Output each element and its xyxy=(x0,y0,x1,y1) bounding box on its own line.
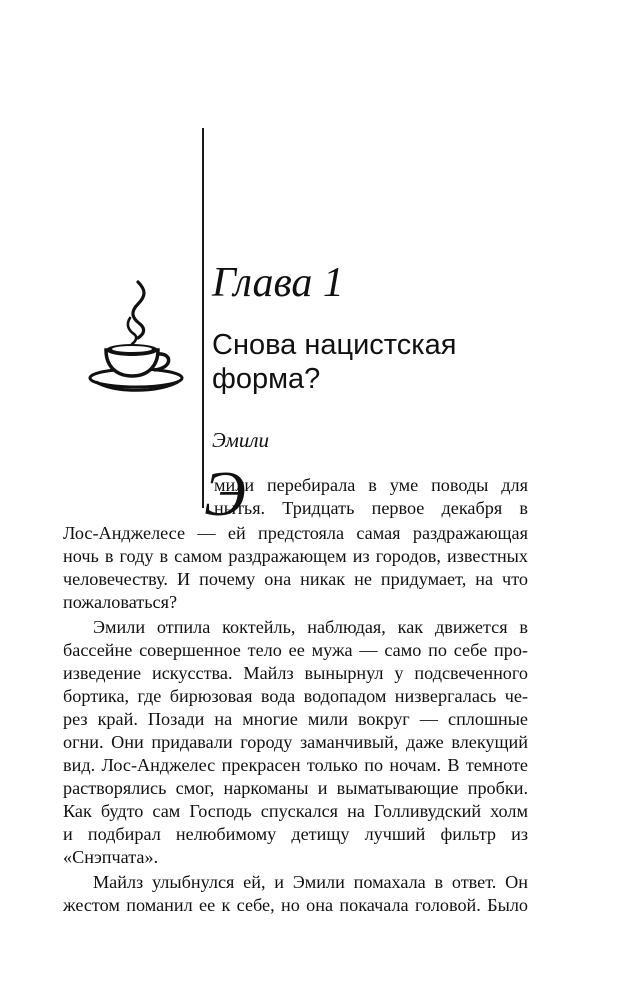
body-line: бортика, где бирюзовая вода водопадом низвергалась че- xyxy=(63,686,528,706)
body-line: вид. Лос-Анджелес прекрасен только по ночам. В темноте xyxy=(63,755,528,775)
body-line: Как будто сам Господь спускался на Голливудский холм xyxy=(63,801,528,821)
body-line: ночь в году в самом раздражающем из городов, известных xyxy=(63,546,528,566)
body-line: огни. Они придавали городу заманчивый, даже влекущий xyxy=(63,732,528,752)
body-line: «Снэпчата». xyxy=(63,847,159,867)
body-line: пожаловаться? xyxy=(63,592,178,612)
body-line: нытья. Тридцать первое декабря в xyxy=(214,498,528,518)
body-line: и подбирал нелюбимому детищу лучший фильтр из xyxy=(63,824,528,844)
body-line: Эмили отпила коктейль, наблюдая, как движется в xyxy=(93,617,528,637)
body-line: Лос-Анджелесе — ей предстояла самая раздражающая xyxy=(63,523,528,543)
chapter-label: Глава 1 xyxy=(212,260,344,306)
body-line: изведение искусства. Майлз вынырнул у подсвеченного xyxy=(63,663,528,683)
drop-cap: Э xyxy=(204,458,246,529)
body-line: жестом поманил ее к себе, но она покачала головой. Было xyxy=(63,895,528,915)
chapter-title-line: Снова нацистская xyxy=(212,329,457,361)
vertical-rule xyxy=(202,128,204,508)
body-line: бассейне совершенное тело ее мужа — само по себе про- xyxy=(63,640,528,660)
narrator-name: Эмили xyxy=(212,428,270,452)
body-line: рез край. Позади на многие мили вокруг — сплошные xyxy=(63,709,528,729)
body-line: Майлз улыбнулся ей, и Эмили помахала в ответ. Он xyxy=(93,872,528,892)
body-line: мили перебирала в уме поводы для xyxy=(214,475,528,495)
body-line: человечеству. И почему она никак не придумает, на что xyxy=(63,569,528,589)
coffee-cup-icon xyxy=(86,278,190,396)
chapter-title-line: форма? xyxy=(212,363,321,395)
body-line: растворялись смог, наркоманы и выматывающие пробки. xyxy=(63,778,528,798)
chapter-title xyxy=(212,328,532,396)
